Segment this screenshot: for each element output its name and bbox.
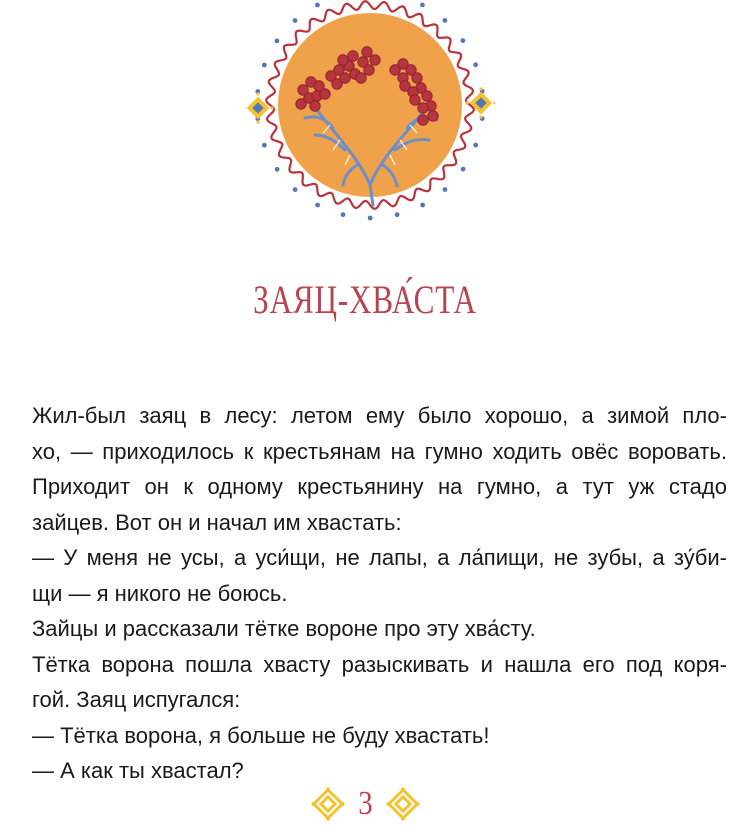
story-line: Зайцы и рассказали тётке вороне про эту хва́сту. — [32, 616, 536, 641]
knot-ornament-icon — [311, 787, 345, 821]
story-line: гой. Заяц испугался: — [32, 687, 241, 712]
page-number: 3 — [357, 785, 373, 822]
story-line: — У меня не усы, а уси́щи, не лапы, а ла́пищи, не зубы, а зу́би- — [32, 545, 727, 570]
story-line: Приходит он к одному крестьянину на гумно, а тут уж стадо — [32, 474, 727, 499]
story-line: — Тётка ворона, я больше не буду хвастать! — [32, 722, 490, 748]
story-text — [32, 398, 727, 789]
rowan-medallion-illustration — [245, 0, 495, 225]
story-line: Тётка ворона пошла хвасту разыскивать и нашла его под коря- — [32, 651, 727, 677]
story-line: щи — я никого не боюсь. — [32, 580, 288, 606]
knot-ornament-icon — [386, 787, 420, 821]
story-line: — А как ты хвастал? — [32, 758, 244, 783]
story-line: Жил-был заяц в лесу: летом ему было хорошо, а зимой пло- — [32, 403, 727, 428]
story-line: зайцев. Вот он и начал им хвастать: — [32, 509, 402, 535]
story-line: хо, — приходилось к крестьянам на гумно ходить овёс воровать. — [32, 438, 727, 464]
page-footer — [0, 780, 730, 828]
story-title: ЗАЯЦ-ХВА́СТА — [253, 277, 477, 322]
